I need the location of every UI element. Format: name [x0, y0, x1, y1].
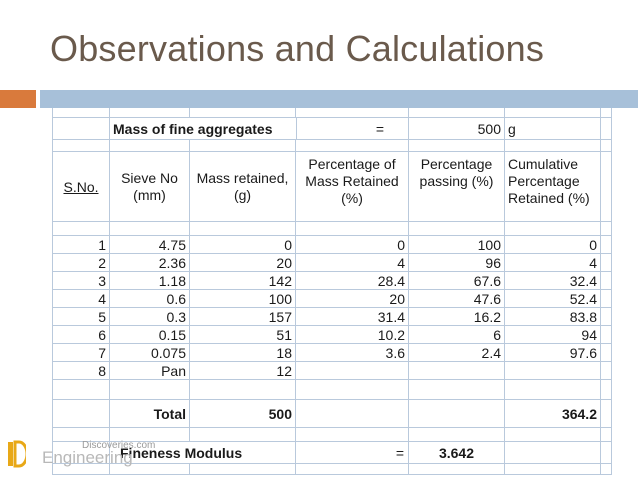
row-pct-passing: 47.6: [409, 290, 505, 308]
row-sno: 4: [52, 290, 110, 308]
row-cumulative: 4: [505, 254, 601, 272]
table-row: [52, 344, 612, 362]
total-mass: 500: [190, 400, 296, 428]
header-sno: S.No.: [52, 152, 110, 222]
row-cumulative: 32.4: [505, 272, 601, 290]
logo-small-text: Discoveries.com: [82, 440, 156, 451]
row-sieve: 0.6: [110, 290, 190, 308]
row-pct-passing: 67.6: [409, 272, 505, 290]
observation-table: [52, 108, 612, 475]
row-pct-passing: 16.2: [409, 308, 505, 326]
row-sieve: 2.36: [110, 254, 190, 272]
logo-main-text: Engineering: [42, 448, 133, 467]
fineness-modulus-equals: =: [296, 442, 409, 464]
mass-of-fine-aggregates-label: Mass of fine aggregates: [110, 118, 296, 140]
row-sieve: 0.3: [110, 308, 190, 326]
row-pct-retained: [296, 362, 409, 380]
row-sieve: 4.75: [110, 236, 190, 254]
table-spacer-row: [52, 140, 612, 152]
row-pct-retained: 28.4: [296, 272, 409, 290]
accent-bar-orange: [0, 90, 36, 108]
de-logo-icon: [8, 440, 26, 468]
mass-of-fine-aggregates-row: [52, 118, 612, 140]
slide-title: Observations and Calculations: [50, 28, 545, 69]
engineering-discoveries-logo: [4, 434, 156, 474]
row-pct-passing: 6: [409, 326, 505, 344]
row-mass: 18: [190, 344, 296, 362]
row-pct-retained: 10.2: [296, 326, 409, 344]
row-pct-passing: 2.4: [409, 344, 505, 362]
row-sieve: 0.075: [110, 344, 190, 362]
row-cumulative: 83.8: [505, 308, 601, 326]
table-row: [52, 290, 612, 308]
row-sno: 7: [52, 344, 110, 362]
row-sno: 1: [52, 236, 110, 254]
row-pct-retained: 20: [296, 290, 409, 308]
table-row: [52, 272, 612, 290]
row-pct-passing: 96: [409, 254, 505, 272]
total-label: Total: [110, 400, 190, 428]
row-sieve: 1.18: [110, 272, 190, 290]
header-row: [52, 152, 612, 222]
row-mass: 142: [190, 272, 296, 290]
row-sno: 3: [52, 272, 110, 290]
row-mass: 0: [190, 236, 296, 254]
header-cumulative-percentage-retained: Cumulative Percentage Retained (%): [505, 152, 601, 222]
row-mass: 100: [190, 290, 296, 308]
header-mass-retained: Mass retained, (g): [190, 152, 296, 222]
table-row: [52, 236, 612, 254]
row-cumulative: [505, 362, 601, 380]
total-cumulative: 364.2: [505, 400, 601, 428]
row-sno: 5: [52, 308, 110, 326]
header-percentage-passing: Percentage passing (%): [409, 152, 505, 222]
row-pct-retained: 0: [296, 236, 409, 254]
table-row: [52, 254, 612, 272]
table-spacer-row: [52, 222, 612, 236]
equals-sign: =: [352, 118, 409, 140]
table-row: [52, 326, 612, 344]
total-row: [52, 400, 612, 428]
row-pct-retained: 31.4: [296, 308, 409, 326]
row-pct-passing: 100: [409, 236, 505, 254]
mass-unit: g: [505, 118, 601, 140]
table-row: [52, 362, 612, 380]
fineness-modulus-label: Fineness Modulus: [110, 442, 296, 464]
row-mass: 12: [190, 362, 296, 380]
row-cumulative: 52.4: [505, 290, 601, 308]
row-sno: 6: [52, 326, 110, 344]
table-spacer-row: [52, 464, 612, 475]
row-pct-retained: 3.6: [296, 344, 409, 362]
row-sno: 8: [52, 362, 110, 380]
table-row: [52, 308, 612, 326]
row-pct-passing: [409, 362, 505, 380]
row-sieve: 0.15: [110, 326, 190, 344]
row-sno: 2: [52, 254, 110, 272]
mass-value: 500: [409, 118, 505, 140]
row-cumulative: 0: [505, 236, 601, 254]
accent-bar-blue: [40, 90, 638, 108]
table-spacer-row: [52, 108, 612, 118]
header-sieve-no: Sieve No (mm): [110, 152, 190, 222]
row-pct-retained: 4: [296, 254, 409, 272]
row-mass: 157: [190, 308, 296, 326]
row-cumulative: 97.6: [505, 344, 601, 362]
row-mass: 51: [190, 326, 296, 344]
row-mass: 20: [190, 254, 296, 272]
row-cumulative: 94: [505, 326, 601, 344]
table-spacer-row: [52, 380, 612, 400]
fineness-modulus-value: 3.642: [409, 442, 505, 464]
header-percentage-mass-retained: Percentage of Mass Retained (%): [296, 152, 409, 222]
row-sieve: Pan: [110, 362, 190, 380]
